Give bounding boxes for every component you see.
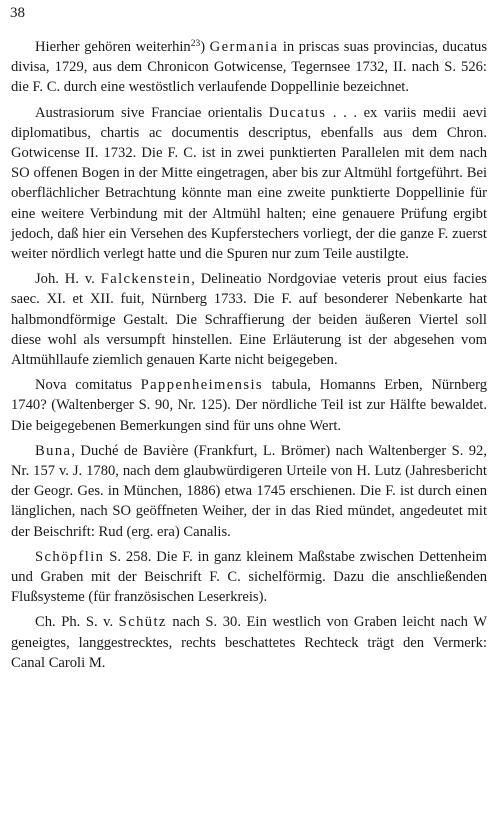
emphasized-name: Buna xyxy=(35,442,72,459)
text-run: Austrasiorum sive Franciae orientalis xyxy=(35,104,269,121)
text-run: Nova comitatus xyxy=(35,377,141,394)
emphasized-name: Pappenheimensis xyxy=(140,377,263,394)
text-run: ) xyxy=(200,39,210,55)
body-text xyxy=(11,37,487,678)
text-run: Hierher gehören weiterhin xyxy=(35,39,191,55)
emphasized-name: Schöpflin xyxy=(35,548,105,565)
paragraph xyxy=(11,269,487,370)
emphasized-name: Ducatus xyxy=(268,104,327,121)
paragraph xyxy=(11,612,487,673)
text-run: in priscas suas provincias, ducatus divisa, 1729, aus dem Chronicon Gotwicense, Tegernsee 1732, II. nach S. 526: die F. C. durch eine westöstlich verlaufende Doppellinie bezeichnet. xyxy=(11,39,487,96)
text-run: Ch. Ph. S. v. xyxy=(35,614,119,631)
text-run: tabula, Homanns Erben, Nürnberg 1740? (Waltenberger S. 90, Nr. 125). Der nördliche Teil ist zur Hälfte bewaldet. Die beigegebenen Bemerkungen sind für uns ohne Wert. xyxy=(11,377,487,434)
paragraph xyxy=(11,441,487,542)
text-run: , Duché de Bavière (Frankfurt, L. Brömer) nach Waltenberger S. 92, Nr. 157 v. J. 1780, nach dem glaubwürdigeren Urteile von H. Lutz (Jahresbericht der Geogr. Ges. in München, 1886) etwa 1745 erschienen. Die F. ist durch einen länglichen, nach SO geöffneten Weiher, der in das Ried mündet, angedeutet mit der Beischrift: Rud (erg. era) Canalis. xyxy=(11,442,487,540)
emphasized-name: Falckenstein xyxy=(100,271,192,288)
emphasized-name: Germania xyxy=(209,39,279,55)
text-run: , Delineatio Nordgoviae veteris prout eius facies saec. XI. et XII. fuit, Nürnberg 1733. Die F. auf besonderer Nebenkarte hat halbmondförmige Gestalt. Die Schraffierung der beiden äußeren Viertel soll diese wohl als versumpft hinstellen. Eine Erläuterung ist der abgesehen vom Altmühllaufe ziemlich genauen Karte nicht beigegeben. xyxy=(11,271,487,369)
text-run: Joh. H. v. xyxy=(35,271,101,288)
emphasized-name: Schütz xyxy=(118,614,167,631)
text-run: nach S. 30. Ein westlich von Graben leicht nach W geneigtes, langgestrecktes, rechts beschattetes Rechteck trägt den Vermerk: Canal Caroli M. xyxy=(11,614,487,671)
page-number: 38 xyxy=(10,5,25,21)
paragraph xyxy=(11,375,487,436)
paragraph xyxy=(11,547,487,608)
text-run: S. 258. Die F. in ganz kleinem Maßstabe zwischen Dettenheim und Graben mit der Beischrift F. C. sichelförmig. Dazu die anschließenden Flußsysteme (für französischen Leserkreis). xyxy=(11,548,487,606)
paragraph xyxy=(11,103,487,265)
text-run: . . . ex variis medii aevi diplomatibus, chartis ac documentis descriptus, ebenfalls aus dem Chron. Gotwicense II. 1732. Die F. C. ist in zwei punktierten Parallelen mit dem nach SO offenen Bogen in der Mitte eingetragen, aber bis zur Altmühl fortgeführt. Bei oberflächlicher Betrachtung könnte man eine zweite punktierte Doppellinie für eine weitere Verbindung mit der Altmühl halten; eine genauere Prüfung ergibt jedoch, daß hier ein Versehen des Kupferstechers vorliegt, der die ganze F. zuerst weiter nördlich verlegt hatte und die Spuren nur zum Teile austilgte. xyxy=(11,104,487,263)
paragraph xyxy=(11,37,487,98)
footnote-marker: 23 xyxy=(190,39,201,49)
